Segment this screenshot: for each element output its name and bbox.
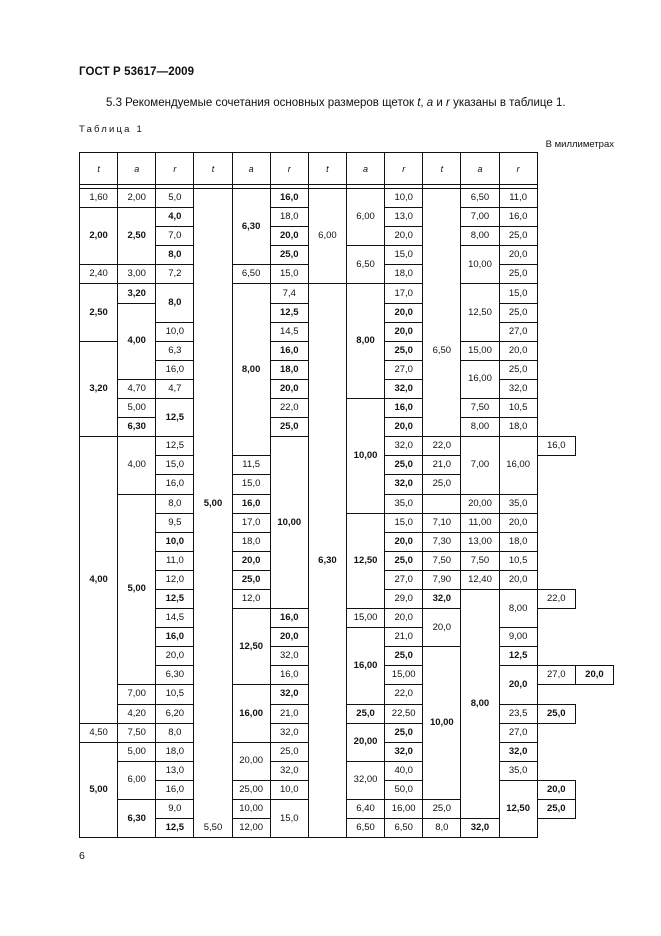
cell: 20,00 xyxy=(232,742,270,780)
cell: 25,0 xyxy=(423,800,461,819)
cell: 32,0 xyxy=(499,379,537,398)
cell: 20,0 xyxy=(385,227,423,246)
cell: 10,5 xyxy=(499,399,537,418)
intro-symbol-t: t xyxy=(417,97,421,109)
cell: 8,00 xyxy=(346,284,384,399)
cell: 12,5 xyxy=(499,647,537,666)
cell: 15,0 xyxy=(270,800,308,838)
cell: 7,00 xyxy=(461,208,499,227)
cell: 25,0 xyxy=(385,341,423,360)
cell: 12,0 xyxy=(232,589,270,608)
cell: 21,0 xyxy=(423,456,461,475)
cell: 8,0 xyxy=(156,284,194,322)
cell xyxy=(423,189,461,437)
cell: 20,0 xyxy=(385,609,423,628)
cell: 32,0 xyxy=(385,379,423,398)
cell: 21,0 xyxy=(385,628,423,647)
page-number: 6 xyxy=(79,850,85,862)
cell: 6,30 xyxy=(232,189,270,265)
cell: 8,0 xyxy=(156,723,194,742)
cell: 6,30 xyxy=(118,800,156,838)
cell: 12,5 xyxy=(270,303,308,322)
cell: 12,5 xyxy=(156,589,194,608)
cell: 6,00 xyxy=(308,189,346,284)
cell: 16,0 xyxy=(270,341,308,360)
cell: 12,00 xyxy=(232,819,270,838)
cell: 6,20 xyxy=(156,704,194,723)
cell: 10,0 xyxy=(156,532,194,551)
cell: 7,90 xyxy=(423,570,461,589)
table-header-row xyxy=(80,153,614,185)
cell: 16,0 xyxy=(537,437,575,456)
cell: 11,0 xyxy=(499,189,537,208)
cell: 20,0 xyxy=(423,609,461,647)
cell: 6,30 xyxy=(308,284,346,838)
cell: 50,0 xyxy=(385,780,423,799)
header-cell: a xyxy=(232,153,270,185)
table-row xyxy=(80,246,614,265)
cell: 18,0 xyxy=(232,532,270,551)
cell: 8,00 xyxy=(232,284,270,456)
table-row xyxy=(80,284,614,303)
cell: 20,0 xyxy=(385,532,423,551)
cell: 12,50 xyxy=(461,284,499,341)
cell: 25,0 xyxy=(385,456,423,475)
cell: 25,0 xyxy=(499,227,537,246)
cell: 16,0 xyxy=(156,475,194,494)
cell: 18,0 xyxy=(270,360,308,379)
cell: 3,20 xyxy=(118,284,156,303)
cell: 16,00 xyxy=(232,685,270,742)
cell: 10,00 xyxy=(461,246,499,284)
cell: 20,0 xyxy=(156,647,194,666)
cell: 15,0 xyxy=(156,456,194,475)
cell: 6,50 xyxy=(461,189,499,208)
header-cell: t xyxy=(80,153,118,185)
cell: 8,00 xyxy=(499,589,537,627)
cell: 16,0 xyxy=(499,208,537,227)
intro-suffix: указаны в таблице 1. xyxy=(449,97,566,109)
cell: 15,00 xyxy=(461,341,499,360)
table-row xyxy=(80,399,614,418)
cell: 20,0 xyxy=(499,513,537,532)
cell: 4,0 xyxy=(156,208,194,227)
cell: 22,50 xyxy=(385,704,423,723)
cell: 32,0 xyxy=(423,589,461,608)
cell: 9,0 xyxy=(156,800,194,819)
cell: 9,00 xyxy=(499,628,537,647)
cell: 8,0 xyxy=(156,246,194,265)
cell: 6,40 xyxy=(346,800,384,819)
header-cell: a xyxy=(346,153,384,185)
cell: 1,60 xyxy=(80,189,118,208)
units-label: В миллиметрах xyxy=(545,139,614,150)
cell: 10,0 xyxy=(270,780,308,799)
cell: 4,50 xyxy=(80,723,118,742)
cell: 7,00 xyxy=(118,685,156,704)
cell: 12,50 xyxy=(499,780,537,837)
cell: 14,5 xyxy=(270,322,308,341)
cell: 16,0 xyxy=(270,189,308,208)
cell: 7,50 xyxy=(461,399,499,418)
cell: 12,0 xyxy=(156,570,194,589)
cell: 7,4 xyxy=(270,284,308,303)
header-cell: r xyxy=(385,153,423,185)
cell: 7,50 xyxy=(118,723,156,742)
cell: 8,00 xyxy=(461,227,499,246)
cell: 16,0 xyxy=(270,609,308,628)
cell: 32,0 xyxy=(499,742,537,761)
cell: 11,0 xyxy=(156,551,194,570)
document-header-title: ГОСТ Р 53617—2009 xyxy=(79,66,195,78)
header-cell: a xyxy=(118,153,156,185)
intro-sep-2: и xyxy=(433,97,447,109)
intro-symbol-a: a xyxy=(426,97,434,109)
cell: 25,0 xyxy=(499,303,537,322)
cell: 6,50 xyxy=(385,819,423,838)
cell: 32,0 xyxy=(270,723,308,742)
cell: 7,0 xyxy=(156,227,194,246)
cell: 6,50 xyxy=(346,246,384,284)
cell: 7,00 xyxy=(461,437,499,494)
cell: 15,0 xyxy=(499,284,537,303)
cell: 10,0 xyxy=(385,189,423,208)
cell: 27,0 xyxy=(385,570,423,589)
cell: 20,0 xyxy=(575,666,613,685)
cell: 12,50 xyxy=(346,513,384,608)
cell: 16,00 xyxy=(499,437,537,494)
cell: 32,0 xyxy=(270,647,308,666)
cell: 16,0 xyxy=(232,494,270,513)
cell: 17,0 xyxy=(232,513,270,532)
cell: 3,00 xyxy=(118,265,156,284)
cell: 20,00 xyxy=(346,723,384,761)
cell: 8,0 xyxy=(423,819,461,838)
cell: 20,0 xyxy=(270,227,308,246)
cell: 6,00 xyxy=(346,189,384,246)
cell: 13,0 xyxy=(156,761,194,780)
t-group2-value-5-50: 5,50 xyxy=(203,822,223,834)
cell: 2,50 xyxy=(80,284,118,341)
header-cell: t xyxy=(423,153,461,185)
cell: 2,00 xyxy=(118,189,156,208)
cell: 17,0 xyxy=(385,284,423,303)
cell: 11,00 xyxy=(461,513,499,532)
cell: 25,0 xyxy=(537,800,575,819)
cell: 18,0 xyxy=(270,208,308,227)
cell xyxy=(194,189,232,838)
cell: 9,5 xyxy=(156,513,194,532)
cell: 8,00 xyxy=(461,589,499,818)
cell: 20,0 xyxy=(270,379,308,398)
cell: 16,00 xyxy=(461,360,499,398)
cell: 7,50 xyxy=(461,551,499,570)
cell: 25,0 xyxy=(385,551,423,570)
cell: 4,7 xyxy=(156,379,194,398)
header-cell: a xyxy=(461,153,499,185)
cell: 32,0 xyxy=(270,685,308,704)
cell: 7,30 xyxy=(423,532,461,551)
cell: 12,50 xyxy=(232,609,270,685)
cell: 20,0 xyxy=(385,303,423,322)
table-row xyxy=(80,628,614,647)
cell: 20,0 xyxy=(499,666,537,704)
cell: 4,00 xyxy=(118,437,156,494)
cell: 23,5 xyxy=(499,704,537,723)
cell: 16,00 xyxy=(346,628,384,704)
cell: 12,40 xyxy=(461,570,499,589)
cell: 40,0 xyxy=(385,761,423,780)
t-group2-value-5: 5,00 xyxy=(203,497,223,509)
cell: 10,5 xyxy=(156,685,194,704)
cell: 22,0 xyxy=(537,589,575,608)
cell: 25,0 xyxy=(346,704,384,723)
cell: 15,0 xyxy=(270,265,308,284)
cell: 7,2 xyxy=(156,265,194,284)
table-row xyxy=(80,704,614,723)
cell: 25,0 xyxy=(537,704,575,723)
cell: 32,00 xyxy=(346,761,384,799)
table-caption: Таблица 1 xyxy=(79,124,144,135)
cell: 13,00 xyxy=(461,532,499,551)
cell: 12,5 xyxy=(156,819,194,838)
cell: 25,00 xyxy=(232,780,270,799)
cell: 25,0 xyxy=(385,723,423,742)
cell: 27,0 xyxy=(385,360,423,379)
cell: 18,0 xyxy=(156,742,194,761)
cell: 5,00 xyxy=(118,399,156,418)
cell: 32,0 xyxy=(270,761,308,780)
cell: 10,5 xyxy=(499,551,537,570)
dimensions-table xyxy=(79,152,614,838)
header-cell: t xyxy=(308,153,346,185)
cell: 25,0 xyxy=(499,265,537,284)
header-cell: t xyxy=(194,153,232,185)
cell: 7,10 xyxy=(423,513,461,532)
cell: 6,50 xyxy=(232,265,270,284)
cell: 4,00 xyxy=(118,303,156,379)
header-cell: r xyxy=(156,153,194,185)
table-row xyxy=(80,761,614,780)
cell: 20,00 xyxy=(461,494,499,513)
table-row xyxy=(80,723,614,742)
header-cell: r xyxy=(270,153,308,185)
cell: 10,00 xyxy=(232,800,270,819)
cell: 18,0 xyxy=(499,418,537,437)
cell: 14,5 xyxy=(156,609,194,628)
cell: 16,0 xyxy=(156,780,194,799)
cell: 6,3 xyxy=(156,341,194,360)
cell: 25,0 xyxy=(423,475,461,494)
cell: 11,5 xyxy=(232,456,270,475)
cell: 35,0 xyxy=(499,494,537,513)
cell: 27,0 xyxy=(499,723,537,742)
cell: 4,20 xyxy=(118,704,156,723)
cell: 20,0 xyxy=(537,780,575,799)
intro-paragraph xyxy=(106,97,566,109)
cell: 15,0 xyxy=(385,513,423,532)
cell: 15,00 xyxy=(346,609,384,628)
cell: 6,50 xyxy=(346,819,384,838)
cell: 25,0 xyxy=(270,246,308,265)
cell: 16,0 xyxy=(156,360,194,379)
cell: 10,0 xyxy=(156,322,194,341)
cell: 16,0 xyxy=(156,628,194,647)
cell xyxy=(423,494,461,513)
cell: 25,0 xyxy=(385,647,423,666)
cell: 27,0 xyxy=(499,322,537,341)
cell: 25,0 xyxy=(270,742,308,761)
cell: 2,00 xyxy=(80,208,118,265)
cell: 20,0 xyxy=(385,322,423,341)
cell: 32,0 xyxy=(461,819,499,838)
cell: 32,0 xyxy=(385,742,423,761)
cell: 35,0 xyxy=(499,761,537,780)
cell: 5,00 xyxy=(118,494,156,685)
cell: 16,0 xyxy=(385,399,423,418)
cell: 16,0 xyxy=(270,666,308,685)
cell: 20,0 xyxy=(270,628,308,647)
cell: 20,0 xyxy=(385,418,423,437)
cell: 5,00 xyxy=(118,742,156,761)
cell: 10,00 xyxy=(270,437,308,609)
cell: 27,0 xyxy=(537,666,575,685)
table-row xyxy=(80,189,614,208)
cell: 35,0 xyxy=(385,494,423,513)
cell: 25,0 xyxy=(499,360,537,379)
cell: 21,0 xyxy=(270,704,308,723)
cell: 12,5 xyxy=(156,437,194,456)
cell: 18,0 xyxy=(499,532,537,551)
cell: 22,0 xyxy=(385,685,423,704)
cell: 20,0 xyxy=(499,246,537,265)
cell: 7,50 xyxy=(423,551,461,570)
cell: 32,0 xyxy=(385,475,423,494)
cell: 6,30 xyxy=(156,666,194,685)
cell: 20,0 xyxy=(232,551,270,570)
cell: 22,0 xyxy=(270,399,308,418)
t-group4-value-6-50: 6,50 xyxy=(432,344,452,356)
cell: 10,00 xyxy=(423,647,461,800)
cell: 8,00 xyxy=(461,418,499,437)
cell: 25,0 xyxy=(232,570,270,589)
cell: 16,00 xyxy=(385,800,423,819)
cell: 12,5 xyxy=(156,399,194,437)
cell: 3,20 xyxy=(80,341,118,436)
cell: 20,0 xyxy=(499,341,537,360)
cell: 4,00 xyxy=(80,437,118,723)
cell: 18,0 xyxy=(385,265,423,284)
header-cell: r xyxy=(499,153,537,185)
cell: 5,0 xyxy=(156,189,194,208)
cell: 15,00 xyxy=(385,666,423,685)
cell: 2,40 xyxy=(80,265,118,284)
cell: 10,00 xyxy=(346,399,384,514)
intro-symbol-r: r xyxy=(446,97,450,109)
cell: 20,0 xyxy=(499,570,537,589)
cell: 8,0 xyxy=(156,494,194,513)
cell: 22,0 xyxy=(423,437,461,456)
cell: 5,00 xyxy=(80,742,118,837)
cell: 2,50 xyxy=(118,208,156,265)
intro-sep-1: , xyxy=(420,97,427,109)
cell: 29,0 xyxy=(385,589,423,608)
cell: 4,70 xyxy=(118,379,156,398)
intro-prefix: 5.3 Рекомендуемые сочетания основных размеров щеток xyxy=(106,97,418,109)
cell: 15,0 xyxy=(232,475,270,494)
cell: 13,0 xyxy=(385,208,423,227)
cell: 32,0 xyxy=(385,437,423,456)
cell: 15,0 xyxy=(385,246,423,265)
cell: 6,30 xyxy=(118,418,156,437)
cell: 25,0 xyxy=(270,418,308,437)
table-row xyxy=(80,513,614,532)
cell: 6,00 xyxy=(118,761,156,799)
